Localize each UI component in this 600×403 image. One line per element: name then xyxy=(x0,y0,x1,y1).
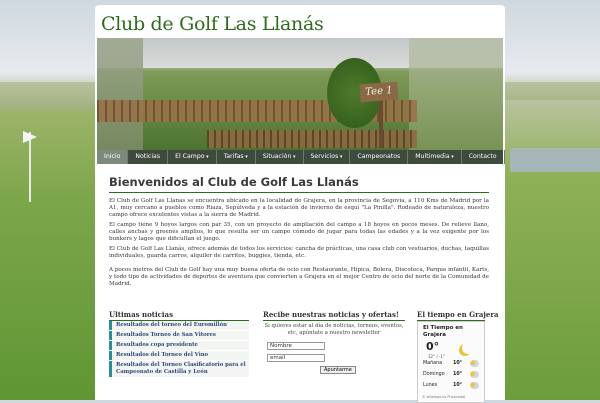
news-item[interactable]: Resultados del torneo del Euromillón xyxy=(109,321,249,330)
newsletter-text: Si quieres estar al día de noticias, torneos, eventos, etc, apúntate a nuestro newsletter xyxy=(264,323,404,336)
nav-item-servicios[interactable]: Servicios ▾ xyxy=(304,150,351,164)
site-title[interactable]: Club de Golf Las Llanás xyxy=(101,13,324,35)
news-item[interactable]: Resultados del Torneo del Vino xyxy=(109,351,249,360)
golf-flag-icon xyxy=(23,131,37,143)
weather-footer[interactable]: © eltiempo.es Privacidad xyxy=(422,395,465,399)
nav-item-inicio[interactable]: Inicio xyxy=(97,150,128,164)
banner-sign-post xyxy=(379,98,383,148)
news-title: Ultimas noticias xyxy=(109,310,249,321)
forecast-day: Mañana xyxy=(423,361,443,366)
temperature-range: 12° / -1° xyxy=(428,354,445,359)
forecast-day: Domingo xyxy=(423,372,445,377)
nav-item-campeonatos[interactable]: Campeonatos xyxy=(350,150,408,164)
weather-widget xyxy=(417,321,485,403)
intro-paragraph-4: A pocos metros del Club de Golf hay una muy buena oferta de ocio con Restaurante, Hípica, Bolera, Discoteca, Parque infantil, Karts, y todo tipo de actividades de deportes de aventura que convierten a Grajera en el mejor Centro de ocio del norte de la Comunidad de Madrid. xyxy=(109,267,489,288)
intro-paragraph-1: El Club de Golf Las Llanas se encuentra ubicado en la localidad de Grajera, en la provincia de Segovia, a 110 Kms de Madrid por la A1, muy cercano a pueblos como Riaza, Sepúlveda y a la estación de invierno de esquí "La Pinilla". Rodeado de naturaleza, nuestro campo ofrece excelentes vistas a la sierra de Madrid. xyxy=(109,198,489,219)
newsletter-title: Recibe nuestras noticias y ofertas! xyxy=(263,310,405,321)
page-heading: Bienvenidos al Club de Golf Las Llanás xyxy=(109,175,489,193)
intro-paragraph-2: El campo tiene 9 hoyos largos con par 35, con un proyecto de ampliación del campo a 18 hoyos en pocos meses. De relieve llano, calles anchas y greenes amplios, lo que resulta ser un campo cómodo de jugar para todas las edades y a la vez exigente por los bunkers y lagos que dificultan el juego. xyxy=(109,222,489,243)
forecast-row xyxy=(423,382,481,391)
newsletter-name-input[interactable] xyxy=(267,342,325,350)
nav-item-tarifas[interactable]: Tarifas ▾ xyxy=(217,150,256,164)
background-pond xyxy=(510,148,600,172)
background-field-left xyxy=(0,110,95,400)
page-container xyxy=(95,5,505,400)
forecast-temp: 10° xyxy=(453,383,463,388)
news-item[interactable]: Resultados Torneo de San Vitores xyxy=(109,331,249,340)
partly-cloudy-icon xyxy=(470,382,479,389)
forecast-temp: 10° xyxy=(453,361,463,366)
partly-cloudy-icon xyxy=(470,360,479,367)
background-field-right xyxy=(505,100,600,400)
weather-title: El tiempo en Grajera xyxy=(417,310,499,319)
subscribe-button[interactable]: Apuntarme xyxy=(320,366,356,374)
news-item[interactable]: Resultados copa presidente xyxy=(109,341,249,350)
forecast-row xyxy=(423,360,481,369)
tee-sign: Tee 1 xyxy=(359,82,398,103)
forecast-row xyxy=(423,371,481,380)
main-nav xyxy=(97,150,503,164)
nav-item-contacto[interactable]: Contacto xyxy=(462,150,505,164)
newsletter-email-input[interactable] xyxy=(267,354,325,362)
nav-item-situacion[interactable]: Situación ▾ xyxy=(256,150,304,164)
news-item[interactable]: Resultados del Torneo Clasificatorio para el Campeonato de Castilla y León xyxy=(109,361,249,376)
banner-left-panel xyxy=(97,38,143,150)
moon-icon xyxy=(462,342,474,354)
current-temperature: 0° xyxy=(426,340,440,353)
news-list xyxy=(109,321,249,378)
weather-widget-title: El Tiempo en Grajera xyxy=(423,325,463,338)
forecast-temp: 10° xyxy=(453,372,463,377)
forecast-day: Lunes xyxy=(423,383,438,388)
nav-item-noticias[interactable]: Noticias xyxy=(128,150,168,164)
nav-item-el-campo[interactable]: El Campo ▾ xyxy=(168,150,217,164)
partly-cloudy-icon xyxy=(470,371,479,378)
intro-paragraph-3: El Club de Golf Las Llanás, ofrece además de todos los servicios: cancha de prácticas, una casa club con vestuarios, duchas, taquillas individuales, guarda carros, alquiler de carritos, buggies, tienda, etc. xyxy=(109,246,489,260)
banner-right-panel xyxy=(409,38,503,150)
banner-fence-lower xyxy=(207,130,417,148)
header-banner xyxy=(97,38,503,150)
nav-item-multimedia[interactable]: Multimedia ▾ xyxy=(408,150,462,164)
